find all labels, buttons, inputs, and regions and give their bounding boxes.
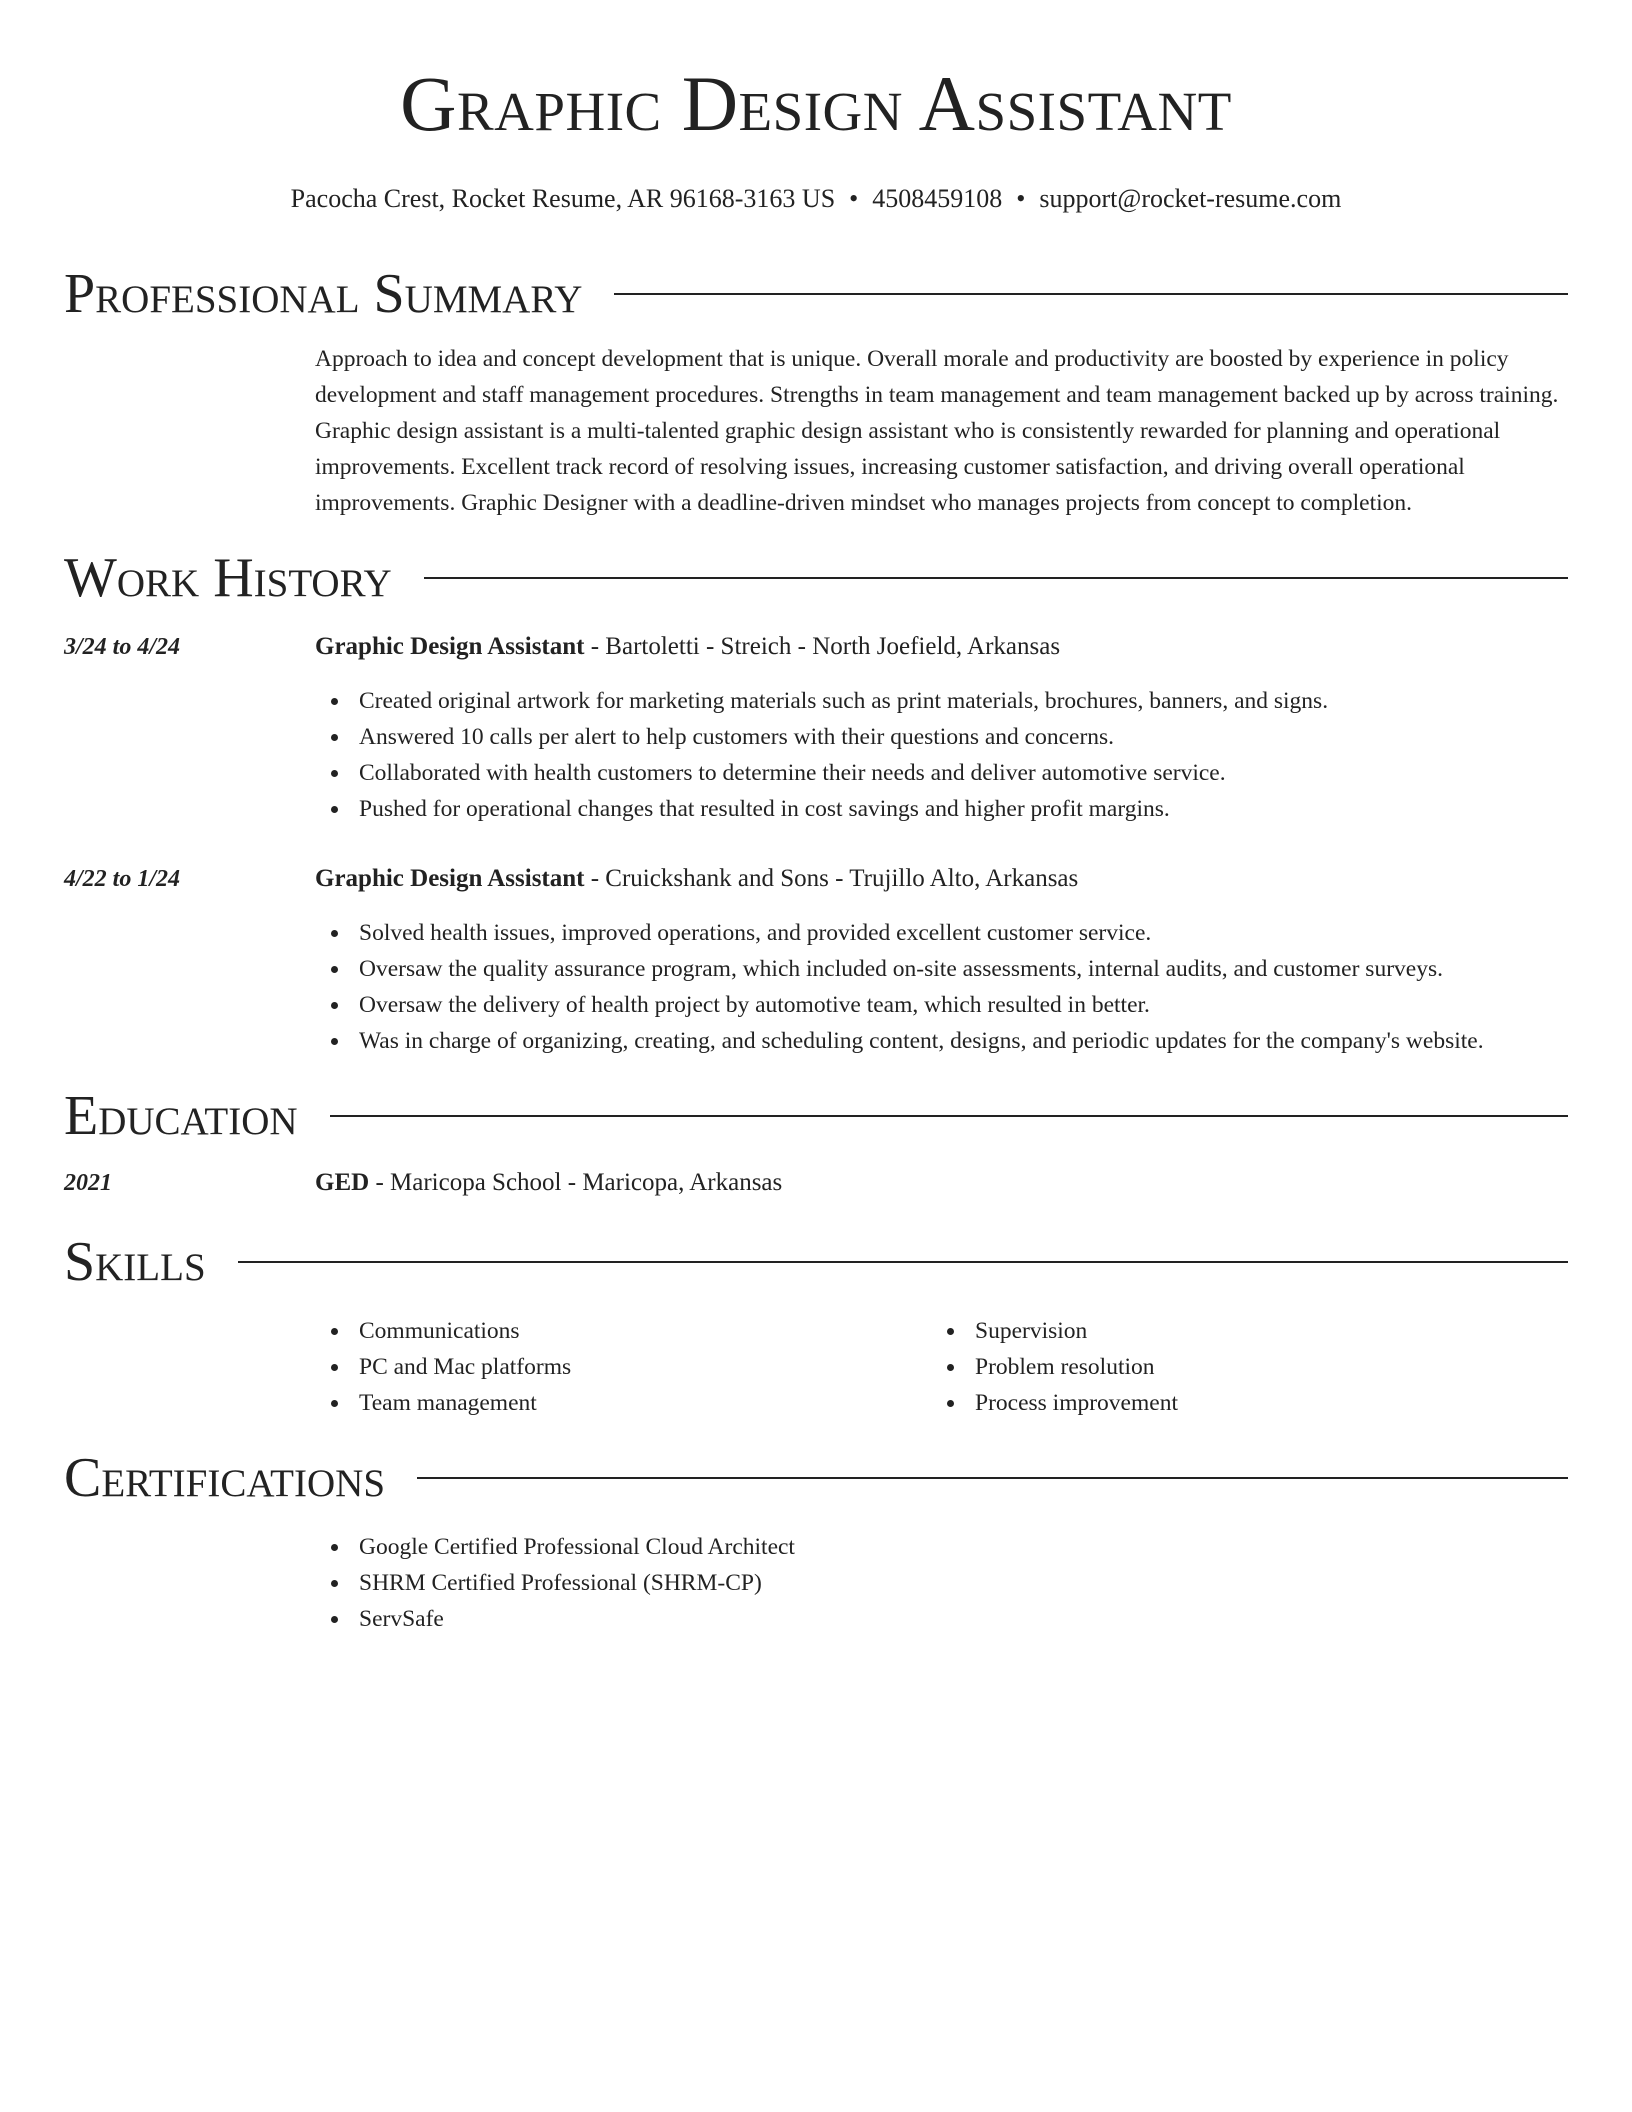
job-title: Graphic Design Assistant [315, 865, 585, 892]
certifications-heading: Certifications [64, 1447, 386, 1509]
list-item: Oversaw the quality assurance program, which included on-site assessments, internal audits, and customer surveys. [359, 951, 1568, 987]
work-section-header [64, 543, 1568, 613]
certifications-list [315, 1529, 1568, 1637]
section-divider [417, 1477, 1568, 1479]
certification-item: SHRM Certified Professional (SHRM-CP) [359, 1565, 1568, 1601]
education-heading-line [315, 1165, 1568, 1201]
skill-item: Supervision [975, 1313, 1547, 1349]
job-entry [64, 861, 1568, 1059]
skill-item: Problem resolution [975, 1349, 1547, 1385]
contact-line [64, 182, 1568, 216]
resume-name: Graphic Design Assistant [400, 60, 1232, 147]
list-item: Oversaw the delivery of health project by automotive team, which resulted in better. [359, 987, 1568, 1023]
summary-section [315, 341, 1568, 521]
certifications-section-header [64, 1443, 1568, 1513]
skills-bullets [315, 1313, 931, 1421]
job-dates: 3/24 to 4/24 [64, 634, 181, 660]
job-details: - Cruickshank and Sons - Trujillo Alto, Arkansas [584, 865, 1079, 892]
job-details: - Bartoletti - Streich - North Joefield, Arkansas [584, 633, 1061, 660]
job-body [315, 629, 1568, 827]
job-body [315, 861, 1568, 1059]
job-bullets [315, 915, 1568, 1059]
section-divider [424, 577, 1568, 579]
summary-text: Approach to idea and concept development that is unique. Overall morale and productivity are boosted by experience in policy development and staff management procedures. Strengths in team management and team management backed up by across training. Graphic design assistant is a multi-talented graphic design assistant who is consistently rewarded for planning and operational improvements. Excellent track record of resolving issues, increasing customer satisfaction, and driving overall operational improvements. Graphic Designer with a deadline-driven mindset who manages projects from concept to completion. [315, 346, 1559, 516]
education-heading: Education [64, 1085, 298, 1147]
job-title: Graphic Design Assistant [315, 633, 585, 660]
education-details: - Maricopa School - Maricopa, Arkansas [369, 1169, 783, 1196]
contact-separator: • [849, 184, 859, 213]
education-section-header [64, 1081, 1568, 1151]
skills-column-left [315, 1313, 931, 1421]
skills-column-right [931, 1313, 1547, 1421]
summary-section-header [64, 259, 1568, 329]
education-body [315, 1165, 1568, 1201]
contact-email: support@rocket-resume.com [1039, 184, 1342, 213]
list-item: Solved health issues, improved operations, and provided excellent customer service. [359, 915, 1568, 951]
contact-address: Pacocha Crest, Rocket Resume, AR 96168-3163 US [290, 184, 836, 213]
skill-item: Process improvement [975, 1385, 1547, 1421]
skills-heading: Skills [64, 1231, 206, 1293]
job-entry [64, 629, 1568, 827]
skills-bullets [931, 1313, 1547, 1421]
section-divider [614, 293, 1568, 295]
certifications-bullets [315, 1529, 1568, 1637]
skills-list [315, 1313, 1568, 1421]
education-year: 2021 [64, 1170, 112, 1196]
job-heading [315, 861, 1568, 897]
list-item: Collaborated with health customers to determine their needs and deliver automotive service. [359, 755, 1568, 791]
list-item: Pushed for operational changes that resulted in cost savings and higher profit margins. [359, 791, 1568, 827]
certification-item: Google Certified Professional Cloud Architect [359, 1529, 1568, 1565]
job-heading [315, 629, 1568, 665]
section-divider [330, 1115, 1568, 1117]
certification-item: ServSafe [359, 1601, 1568, 1637]
list-item: Answered 10 calls per alert to help customers with their questions and concerns. [359, 719, 1568, 755]
contact-phone: 4508459108 [872, 184, 1003, 213]
skills-section-header [64, 1227, 1568, 1297]
resume-page [64, 0, 1568, 1637]
work-heading: Work History [64, 547, 392, 609]
education-degree: GED [315, 1169, 370, 1196]
list-item: Created original artwork for marketing materials such as print materials, brochures, banners, and signs. [359, 683, 1568, 719]
list-item: Was in charge of organizing, creating, and scheduling content, designs, and periodic updates for the company's website. [359, 1023, 1568, 1059]
skill-item: Team management [359, 1385, 931, 1421]
section-divider [238, 1261, 1568, 1263]
contact-separator: • [1016, 184, 1026, 213]
education-entry [64, 1165, 1568, 1201]
job-bullets [315, 683, 1568, 827]
skill-item: Communications [359, 1313, 931, 1349]
skill-item: PC and Mac platforms [359, 1349, 931, 1385]
summary-heading: Professional Summary [64, 263, 583, 325]
job-dates: 4/22 to 1/24 [64, 866, 181, 892]
